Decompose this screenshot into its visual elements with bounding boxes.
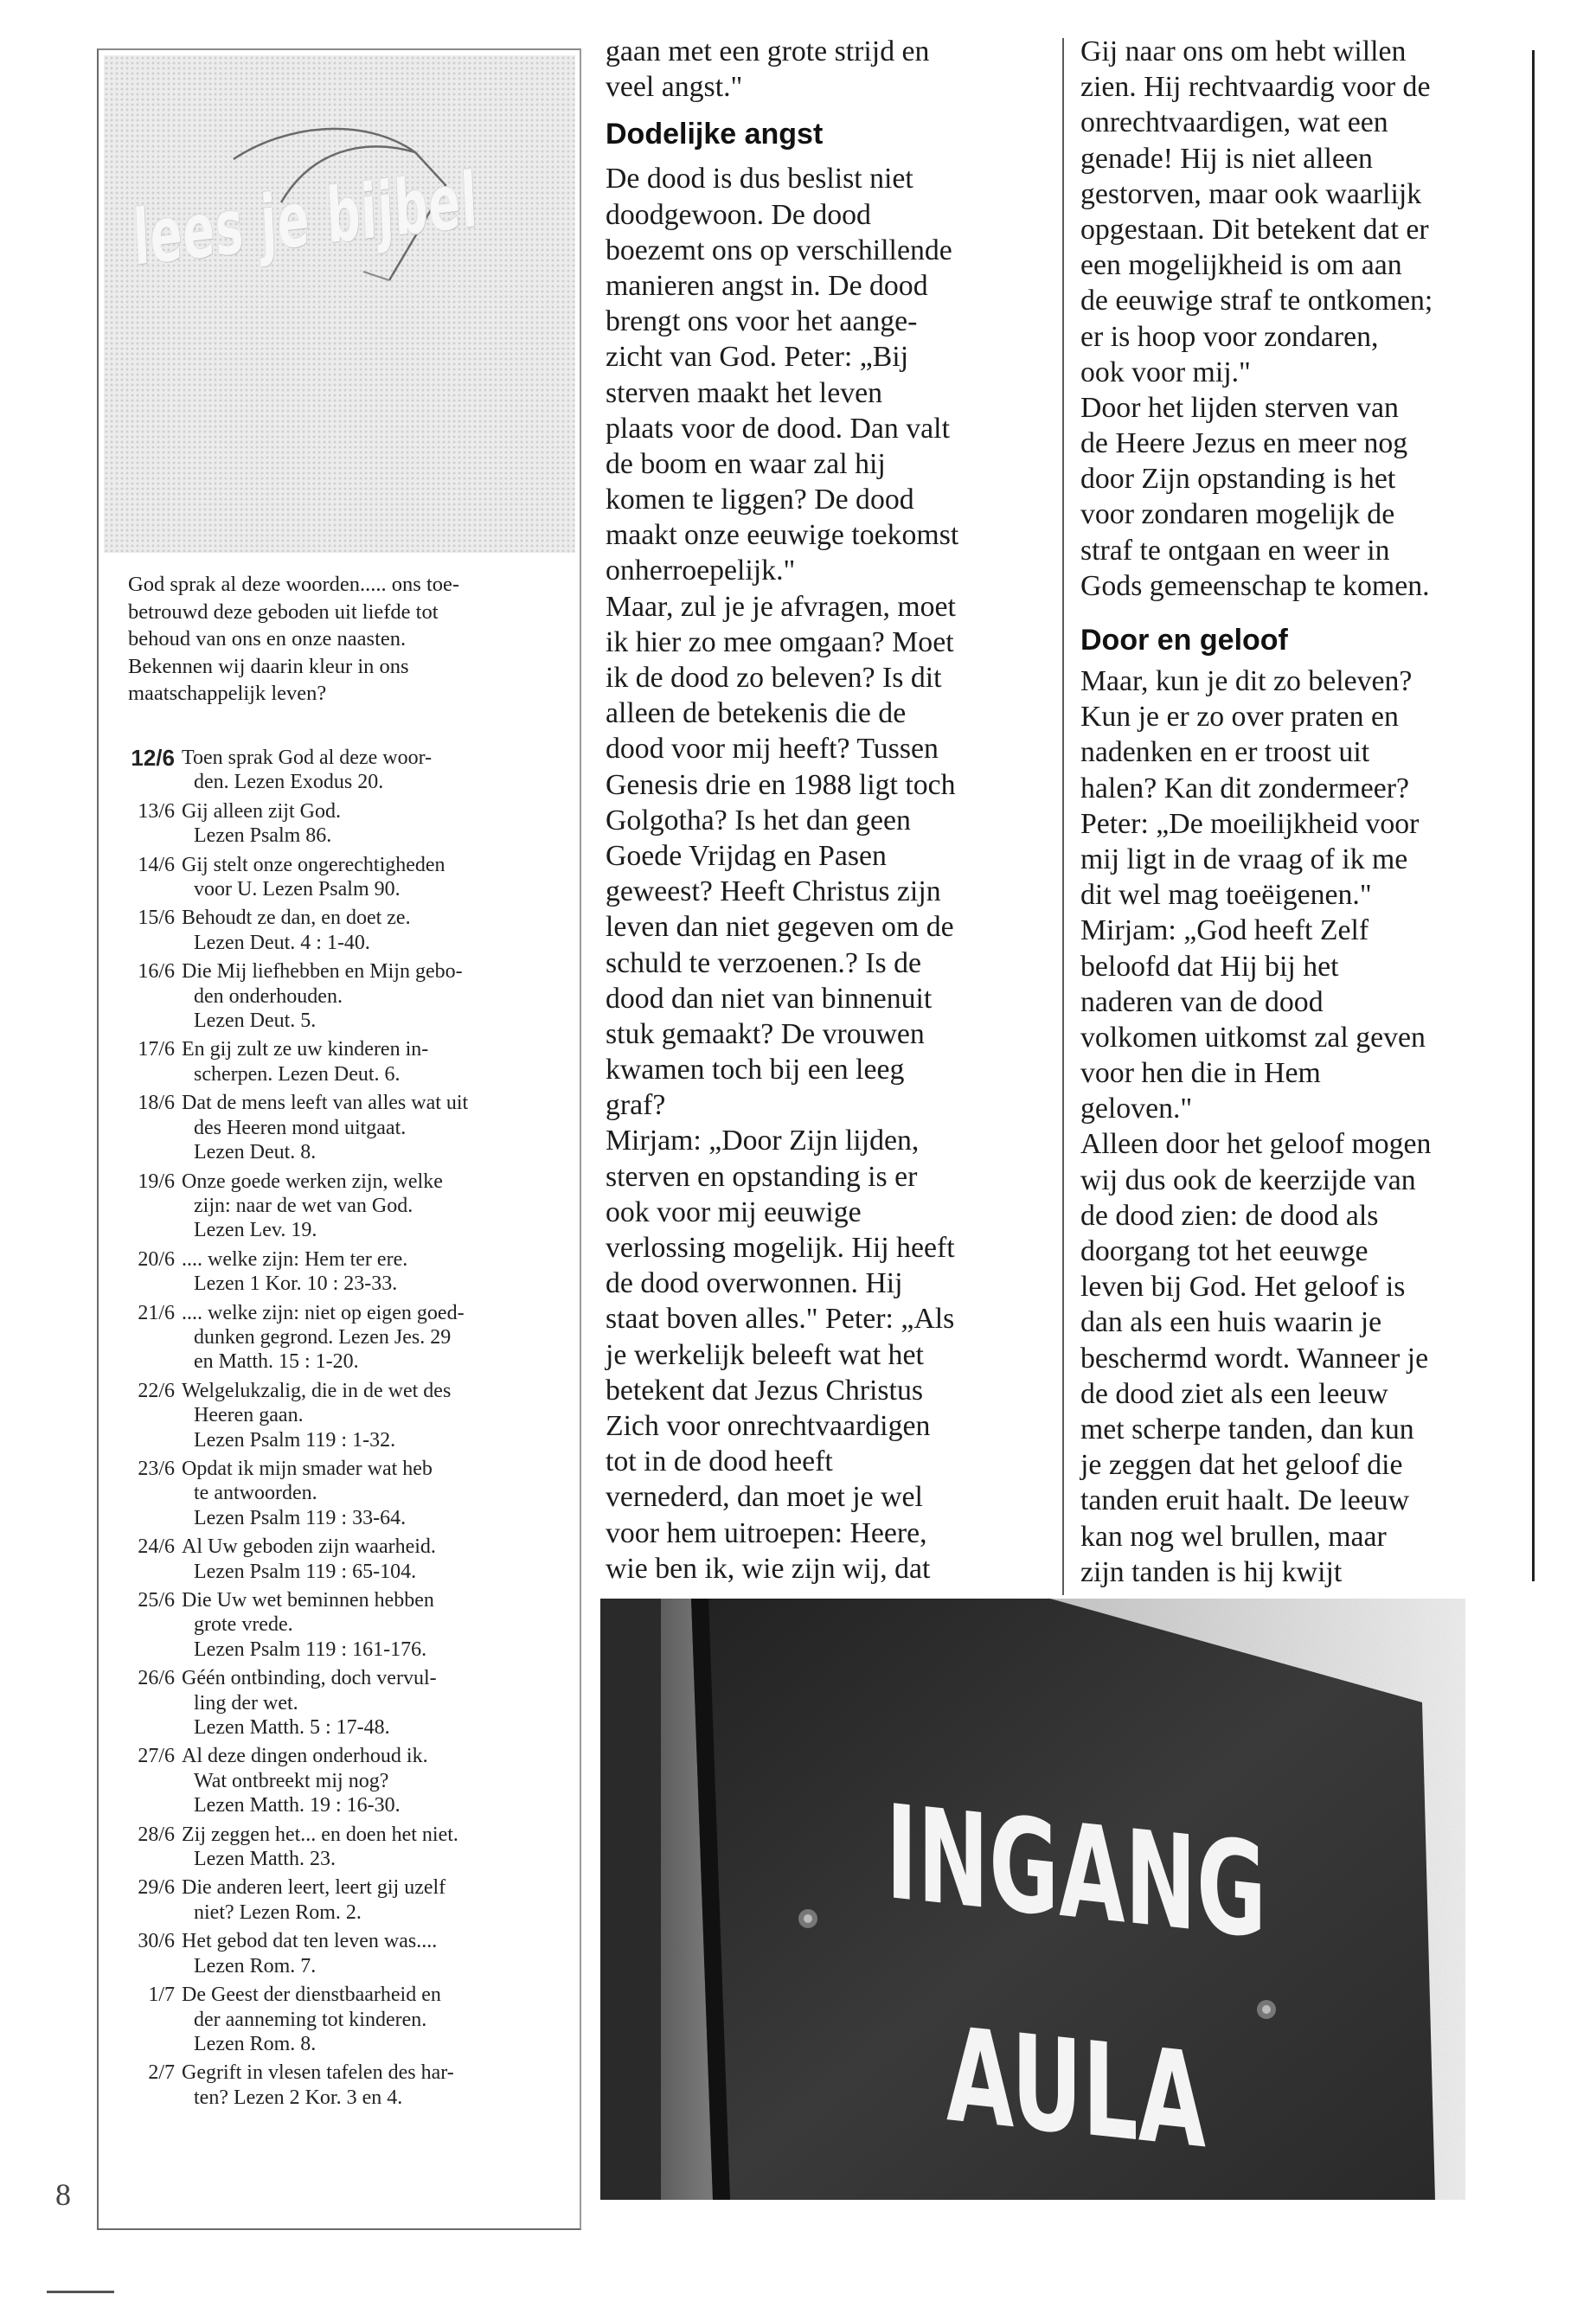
column-2-intro: [606, 34, 1038, 105]
reading-text: [182, 746, 561, 795]
text-line: beschermd wordt. Wanneer je: [1080, 1342, 1429, 1375]
text-line: de dood zien: de dood als: [1080, 1199, 1379, 1232]
reading-entry: [114, 1091, 561, 1164]
text-line: Door het lijden sterven van: [1080, 391, 1399, 424]
reading-line: Heeren gaan.: [194, 1404, 304, 1427]
text-line: gaan met een grote strijd en: [606, 35, 930, 67]
text-line: Zich voor onrechtvaardigen: [606, 1409, 931, 1442]
sign-photo: [600, 1599, 1465, 2200]
reading-entry: [114, 1983, 561, 2056]
reading-line: Het gebod dat ten leven was....: [182, 1930, 438, 1953]
reading-date: 20/6: [138, 1247, 175, 1271]
text-line: de eeuwige straf te ontkomen;: [1080, 285, 1433, 317]
reading-line: .... welke zijn: niet op eigen goed-: [182, 1301, 465, 1324]
logo-text: lees je bijbel: [131, 155, 480, 283]
text-line: een mogelijkheid is om aan: [1080, 249, 1402, 282]
text-line: dood dan niet van binnenuit: [606, 982, 933, 1015]
reading-entry: [114, 1170, 561, 1243]
reading-text: [182, 959, 561, 1033]
reading-date: 15/6: [138, 907, 175, 930]
reading-entry: [114, 1457, 561, 1530]
text-line: Gij naar ons om hebt willen: [1080, 35, 1407, 67]
reading-date: 24/6: [138, 1535, 175, 1559]
reading-entry: [114, 1823, 561, 1872]
logo-book-icon: [104, 55, 575, 553]
text-line: Gods gemeenschap te komen.: [1080, 569, 1430, 602]
reading-line: ten? Lezen 2 Kor. 3 en 4.: [194, 2086, 403, 2109]
text-line: onherroepelijk.": [606, 554, 796, 587]
text-line: mij ligt in de vraag of ik me: [1080, 843, 1408, 875]
text-line: plaats voor de dood. Dan valt: [606, 412, 950, 445]
text-line: beloofd dat Hij bij het: [1080, 950, 1339, 983]
reading-line: dunken gegrond. Lezen Jes. 29: [194, 1325, 452, 1349]
text-line: kwamen toch bij een leeg: [606, 1054, 905, 1086]
reading-line: Lezen Psalm 119 : 161-176.: [194, 1638, 427, 1661]
reading-date: 23/6: [138, 1457, 175, 1480]
reading-text: [182, 1875, 561, 1925]
reading-line: Lezen Psalm 119 : 65-104.: [194, 1560, 417, 1583]
reading-line: En gij zult ze uw kinderen in-: [182, 1038, 429, 1061]
text-line: veel angst.": [606, 71, 743, 104]
right-margin-rule: [1532, 50, 1535, 1581]
reading-line: Lezen Psalm 119 : 33-64.: [194, 1506, 407, 1529]
text-line: wij dus ook de keerzijde van: [1080, 1163, 1416, 1196]
reading-text: [182, 799, 561, 849]
reading-line: Lezen Deut. 4 : 1-40.: [194, 931, 370, 954]
text-line: genade! Hij is niet alleen: [1080, 142, 1373, 175]
text-line: zien. Hij rechtvaardig voor de: [1080, 71, 1431, 104]
reading-text: [182, 1744, 561, 1817]
reading-entry: [114, 746, 561, 795]
text-line: vernederd, dan moet je wel: [606, 1481, 923, 1514]
reading-text: [182, 1929, 561, 1978]
text-line: boezemt ons op verschillende: [606, 234, 952, 266]
reading-date: 12/6: [131, 745, 175, 771]
reading-text: [182, 1091, 561, 1164]
text-line: schuld te verzoenen.? Is de: [606, 946, 922, 979]
reading-line: Onze goede werken zijn, welke: [182, 1170, 443, 1193]
sidebar-logo: [104, 55, 575, 553]
reading-entry: [114, 1875, 561, 1925]
intro-line: Bekennen wij daarin kleur in ons: [128, 654, 409, 678]
reading-line: den. Lezen Exodus 20.: [194, 771, 384, 794]
intro-line: God sprak al deze woorden..... ons toe-: [128, 573, 460, 596]
intro-line: betrouwd deze geboden uit liefde tot: [128, 599, 439, 624]
reading-entry: [114, 799, 561, 849]
text-line: verlossing mogelijk. Hij heeft: [606, 1232, 955, 1264]
reading-line: Die Mij liefhebben en Mijn gebo-: [182, 960, 463, 984]
text-line: halen? Kan dit zondermeer?: [1080, 772, 1410, 804]
reading-date: 18/6: [138, 1092, 175, 1115]
reading-line: Gij stelt onze ongerechtigheden: [182, 853, 445, 876]
reading-date: 14/6: [138, 853, 175, 876]
reading-entry: [114, 1247, 561, 1297]
reading-entry: [114, 1588, 561, 1662]
text-line: ook voor mij eeuwige: [606, 1195, 862, 1228]
article-column-2: [606, 34, 1038, 1586]
reading-date: 1/7: [148, 1984, 175, 2007]
text-line: dood voor mij heeft? Tussen: [606, 733, 939, 766]
text-line: Mirjam: „Door Zijn lijden,: [606, 1125, 920, 1157]
reading-line: Al Uw geboden zijn waarheid.: [182, 1535, 436, 1559]
reading-entry: [114, 1666, 561, 1740]
reading-date: 29/6: [138, 1876, 175, 1900]
reading-line: Opdat ik mijn smader wat heb: [182, 1457, 433, 1480]
text-line: maakt onze eeuwige toekomst: [606, 519, 959, 552]
reading-line: De Geest der dienstbaarheid en: [182, 1984, 441, 2007]
reading-entry: [114, 959, 561, 1033]
text-line: doorgang tot het eeuwge: [1080, 1235, 1368, 1267]
reading-entry: [114, 906, 561, 955]
reading-date: 22/6: [138, 1379, 175, 1402]
text-line: graf?: [606, 1089, 666, 1122]
reading-date: 2/7: [148, 2061, 175, 2085]
text-line: betekent dat Jezus Christus: [606, 1374, 923, 1407]
text-line: volkomen uitkomst zal geven: [1080, 1021, 1426, 1054]
text-line: dit wel mag toeëigenen.": [1080, 879, 1372, 912]
reading-text: [182, 1037, 561, 1086]
reading-text: [182, 853, 561, 902]
reading-date: 28/6: [138, 1823, 175, 1846]
sign-text-aula: AULA: [946, 1999, 1331, 2191]
reading-line: .... welke zijn: Hem ter ere.: [182, 1247, 408, 1271]
sidebar-intro: [128, 571, 554, 708]
intro-line: maatschappelijk leven?: [128, 682, 327, 706]
reading-line: Lezen Psalm 86.: [194, 824, 332, 848]
reading-line: Wat ontbreekt mij nog?: [194, 1769, 389, 1792]
reading-text: [182, 1379, 561, 1452]
reading-schedule: [114, 746, 561, 2114]
text-line: zijn tanden is hij kwijt: [1080, 1555, 1343, 1588]
column-2-body: [606, 161, 1038, 1586]
text-line: Peter: „De moeilijkheid voor: [1080, 807, 1420, 840]
intro-line: behoud van ons en onze naasten.: [128, 627, 407, 651]
reading-text: [182, 1301, 561, 1375]
reading-line: niet? Lezen Rom. 2.: [194, 1900, 362, 1924]
heading-door-en-geloof: Door en geloof: [1080, 624, 1288, 657]
text-line: stuk gemaakt? De vrouwen: [606, 1017, 925, 1050]
text-line: ik de dood zo beleven? Is dit: [606, 662, 942, 694]
reading-entry: [114, 1301, 561, 1375]
reading-line: Gij alleen zijt God.: [182, 799, 341, 823]
reading-line: zijn: naar de wet van God.: [194, 1194, 413, 1217]
reading-line: Behoudt ze dan, en doet ze.: [182, 907, 411, 930]
reading-date: 13/6: [138, 799, 175, 823]
reading-date: 30/6: [138, 1930, 175, 1953]
reading-date: 19/6: [138, 1170, 175, 1193]
text-line: gestorven, maar ook waarlijk: [1080, 177, 1422, 210]
text-line: leven dan niet gegeven om de: [606, 911, 954, 944]
reading-line: Lezen Rom. 8.: [194, 2032, 317, 2055]
reading-line: Die anderen leert, leert gij uzelf: [182, 1876, 446, 1900]
reading-line: des Heeren mond uitgaat.: [194, 1116, 407, 1139]
reading-line: Lezen Deut. 8.: [194, 1141, 317, 1164]
reading-line: Lezen Lev. 19.: [194, 1219, 317, 1242]
text-line: de boom en waar zal hij: [606, 447, 886, 480]
text-line: je werkelijk beleeft wat het: [606, 1338, 924, 1371]
reading-line: ling der wet.: [194, 1691, 298, 1715]
text-line: Mirjam: „God heeft Zelf: [1080, 914, 1369, 947]
text-line: voor zondaren mogelijk de: [1080, 498, 1395, 531]
reading-line: Welgelukzalig, die in de wet des: [182, 1379, 452, 1402]
text-line: doodgewoon. De dood: [606, 198, 871, 231]
text-line: Alleen door het geloof mogen: [1080, 1128, 1432, 1161]
reading-line: Géén ontbinding, doch vervul-: [182, 1667, 437, 1690]
reading-text: [182, 1588, 561, 1662]
reading-line: en Matth. 15 : 1-20.: [194, 1350, 359, 1374]
text-line: naderen van de dood: [1080, 985, 1324, 1018]
reading-text: [182, 1535, 561, 1584]
reading-line: Gegrift in vlesen tafelen des har-: [182, 2061, 454, 2085]
text-line: Maar, kun je dit zo beleven?: [1080, 665, 1413, 697]
text-line: wie ben ik, wie zijn wij, dat: [606, 1552, 931, 1585]
text-line: leven bij God. Het geloof is: [1080, 1271, 1406, 1304]
reading-date: 25/6: [138, 1589, 175, 1612]
text-line: door Zijn opstanding is het: [1080, 463, 1396, 496]
text-line: de dood overwonnen. Hij: [606, 1267, 903, 1300]
column-3-body: [1080, 663, 1530, 1590]
reading-entry: [114, 1535, 561, 1584]
reading-date: 17/6: [138, 1038, 175, 1061]
reading-text: [182, 1666, 561, 1740]
text-line: er is hoop voor zondaren,: [1080, 320, 1379, 353]
column-3-intro: [1080, 34, 1530, 604]
reading-text: [182, 2061, 561, 2110]
reading-text: [182, 1170, 561, 1243]
reading-line: Zij zeggen het... en doen het niet.: [182, 1823, 458, 1846]
text-line: brengt ons voor het aange-: [606, 305, 918, 338]
bottom-rule: [47, 2291, 114, 2293]
reading-text: [182, 1823, 561, 1872]
reading-line: voor U. Lezen Psalm 90.: [194, 878, 401, 901]
reading-line: Die Uw wet beminnen hebben: [182, 1589, 434, 1612]
reading-entry: [114, 1929, 561, 1978]
text-line: Kun je er zo over praten en: [1080, 701, 1399, 734]
reading-date: 27/6: [138, 1745, 175, 1768]
article-column-3: [1080, 34, 1530, 1590]
text-line: Goede Vrijdag en Pasen: [606, 839, 887, 872]
reading-line: Lezen Rom. 7.: [194, 1954, 317, 1977]
heading-dodelijke-angst: Dodelijke angst: [606, 118, 824, 151]
reading-line: scherpen. Lezen Deut. 6.: [194, 1062, 401, 1086]
reading-line: Dat de mens leeft van alles wat uit: [182, 1092, 469, 1115]
reading-entry: [114, 1379, 561, 1452]
reading-entry: [114, 2061, 561, 2110]
reading-line: grote vrede.: [194, 1613, 293, 1637]
text-line: voor hen die in Hem: [1080, 1057, 1321, 1090]
text-line: De dood is dus beslist niet: [606, 163, 913, 195]
reading-text: [182, 1457, 561, 1530]
reading-date: 21/6: [138, 1301, 175, 1324]
reading-text: [182, 1247, 561, 1297]
text-line: Maar, zul je je afvragen, moet: [606, 590, 956, 623]
text-line: Golgotha? Is het dan geen: [606, 804, 911, 836]
column-divider: [1062, 38, 1064, 1595]
sign-text-ingang: INGANG: [886, 1777, 1465, 1989]
text-line: alleen de betekenis die de: [606, 697, 907, 730]
text-line: staat boven alles." Peter: „Als: [606, 1303, 955, 1336]
reading-line: Lezen Matth. 23.: [194, 1848, 336, 1871]
text-line: straf te ontgaan en weer in: [1080, 534, 1390, 567]
text-line: ik hier zo mee omgaan? Moet: [606, 625, 954, 658]
text-line: de Heere Jezus en meer nog: [1080, 427, 1408, 460]
reading-line: Lezen 1 Kor. 10 : 23-33.: [194, 1272, 398, 1296]
text-line: met scherpe tanden, dan kun: [1080, 1413, 1414, 1445]
text-line: sterven en opstanding is er: [606, 1160, 918, 1193]
reading-date: 26/6: [138, 1667, 175, 1690]
text-line: onrechtvaardigen, wat een: [1080, 106, 1388, 139]
reading-entry: [114, 853, 561, 902]
text-line: komen te liggen? De dood: [606, 484, 914, 516]
reading-line: Lezen Psalm 119 : 1-32.: [194, 1428, 396, 1452]
text-line: manieren angst in. De dood: [606, 269, 928, 302]
reading-text: [182, 1983, 561, 2056]
reading-line: te antwoorden.: [194, 1482, 317, 1505]
text-line: opgestaan. Dit betekent dat er: [1080, 213, 1429, 246]
text-line: geloven.": [1080, 1093, 1193, 1125]
text-line: kan nog wel brullen, maar: [1080, 1520, 1387, 1553]
text-line: geweest? Heeft Christus zijn: [606, 875, 941, 908]
text-line: de dood ziet als een leeuw: [1080, 1377, 1388, 1410]
pillar-shadow: [600, 1599, 661, 2200]
reading-line: Al deze dingen onderhoud ik.: [182, 1745, 428, 1768]
text-line: tanden eruit haalt. De leeuw: [1080, 1484, 1410, 1517]
reading-line: Lezen Matth. 19 : 16-30.: [194, 1794, 401, 1817]
reading-entry: [114, 1037, 561, 1086]
text-line: zicht van God. Peter: „Bij: [606, 341, 909, 374]
sign-photo-image: [600, 1599, 1465, 2200]
text-line: sterven maakt het leven: [606, 376, 882, 409]
reading-line: Toen sprak God al deze woor-: [182, 747, 433, 769]
text-line: nadenken en er troost uit: [1080, 736, 1370, 769]
text-line: Genesis drie en 1988 ligt toch: [606, 768, 956, 801]
reading-line: den onderhouden.: [194, 984, 343, 1008]
reading-date: 16/6: [138, 960, 175, 984]
reading-line: Lezen Matth. 5 : 17-48.: [194, 1716, 390, 1740]
reading-entry: [114, 1744, 561, 1817]
reading-line: Lezen Deut. 5.: [194, 1009, 317, 1033]
reading-text: [182, 906, 561, 955]
text-line: voor hem uitroepen: Heere,: [606, 1516, 927, 1549]
text-line: dan als een huis waarin je: [1080, 1306, 1382, 1339]
page-number: 8: [55, 2177, 71, 2212]
text-line: ook voor mij.": [1080, 356, 1251, 388]
text-line: je zeggen dat het geloof die: [1080, 1449, 1403, 1482]
reading-line: der aanneming tot kinderen.: [194, 2008, 427, 2031]
text-line: tot in de dood heeft: [606, 1445, 833, 1478]
